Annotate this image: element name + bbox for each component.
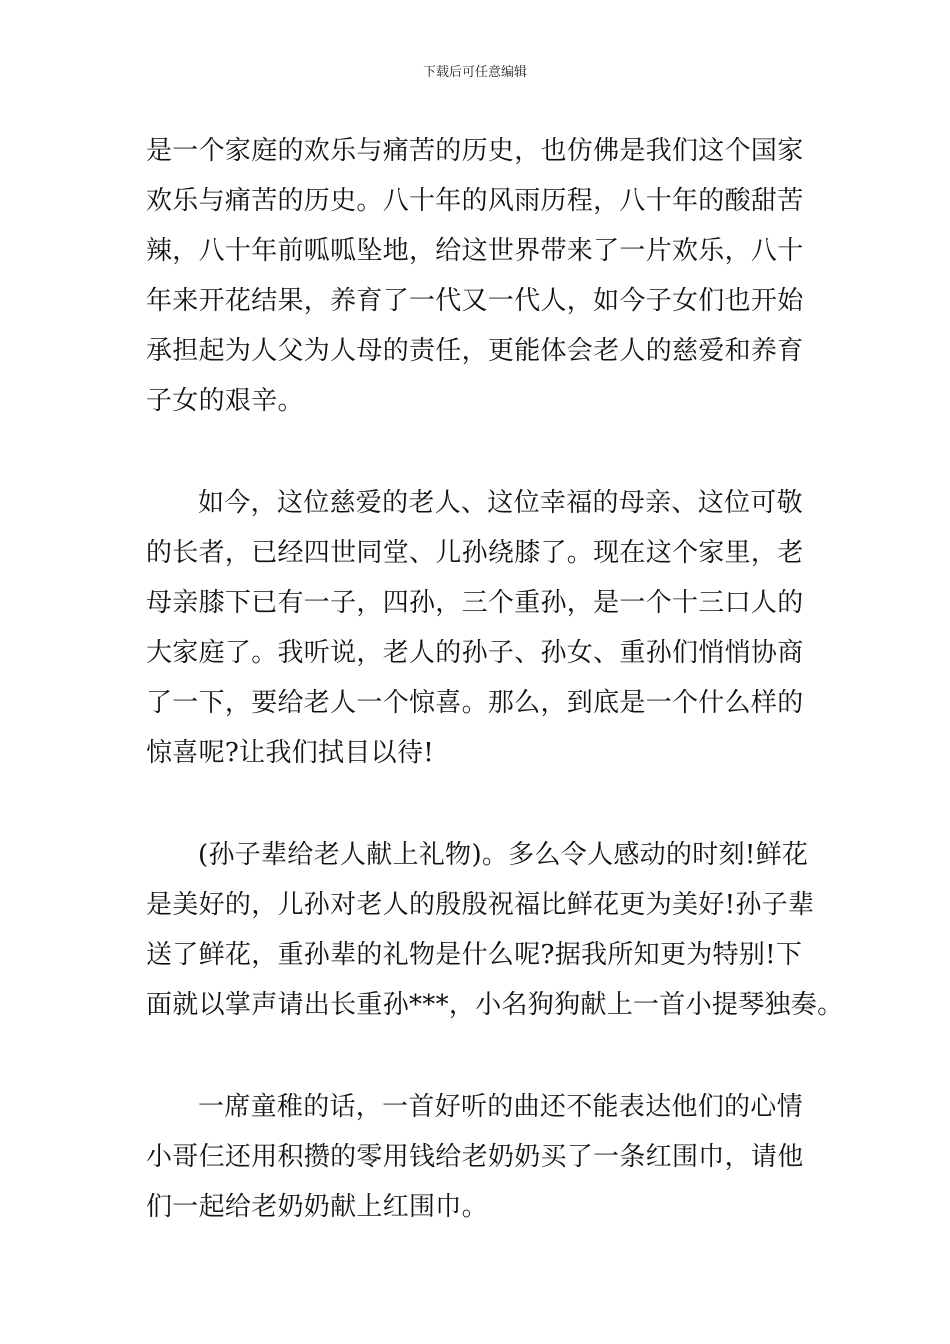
- paragraph-line: 年来开花结果，养育了一代又一代人，如今子女们也开始: [146, 286, 804, 316]
- paragraph-line: 母亲膝下已有一子，四孙，三个重孙，是一个十三口人的: [146, 588, 804, 618]
- paragraph-line: 送了鲜花，重孙辈的礼物是什么呢?据我所知更为特别!下: [146, 940, 803, 970]
- paragraph-line: 们一起给老奶奶献上红围巾。: [146, 1192, 488, 1222]
- paragraph-spacer: [146, 426, 806, 478]
- paragraph-line: 的长者，已经四世同堂、儿孙绕膝了。现在这个家里，老: [146, 538, 804, 568]
- paragraph-3: [146, 830, 844, 1030]
- paragraph-line: 一席童稚的话，一首好听的曲还不能表达他们的心情: [198, 1092, 803, 1122]
- paragraph-spacer: [146, 778, 806, 830]
- paragraph-line: 面就以掌声请出长重孙***，小名狗狗献上一首小提琴独奏。: [146, 990, 844, 1020]
- paragraph-line: 辣，八十年前呱呱坠地，给这世界带来了一片欢乐，八十: [146, 236, 804, 266]
- page-header-note: 下载后可任意编辑: [422, 65, 527, 80]
- paragraph-line: 子女的艰辛。: [146, 386, 304, 416]
- paragraph-spacer: [146, 1030, 806, 1082]
- paragraph-line: 欢乐与痛苦的历史。八十年的风雨历程，八十年的酸甜苦: [146, 186, 804, 216]
- paragraph-line: 小哥仨还用积攒的零用钱给老奶奶买了一条红围巾，请他: [146, 1142, 804, 1172]
- paragraph-line: 了一下，要给老人一个惊喜。那么，到底是一个什么样的: [146, 688, 804, 718]
- paragraph-line: 惊喜呢?让我们拭目以待!: [146, 738, 434, 768]
- paragraph-line: 是美好的，儿孙对老人的殷殷祝福比鲜花更为美好!孙子辈: [146, 890, 815, 920]
- paragraph-4: [146, 1082, 806, 1232]
- paragraph-line: (孙子辈给老人献上礼物)。多么令人感动的时刻!鲜花: [198, 840, 809, 870]
- paragraph-line: 大家庭了。我听说，老人的孙子、孙女、重孙们悄悄协商: [146, 638, 804, 668]
- paragraph-2: [146, 478, 806, 778]
- paragraph-line: 如今，这位慈爱的老人、这位幸福的母亲、这位可敬: [198, 488, 803, 518]
- paragraph-line: 承担起为人父为人母的责任，更能体会老人的慈爱和养育: [146, 336, 804, 366]
- paragraph-line: 是一个家庭的欢乐与痛苦的历史，也仿佛是我们这个国家: [146, 136, 804, 166]
- document-body: [146, 126, 844, 1232]
- paragraph-1: [146, 126, 806, 426]
